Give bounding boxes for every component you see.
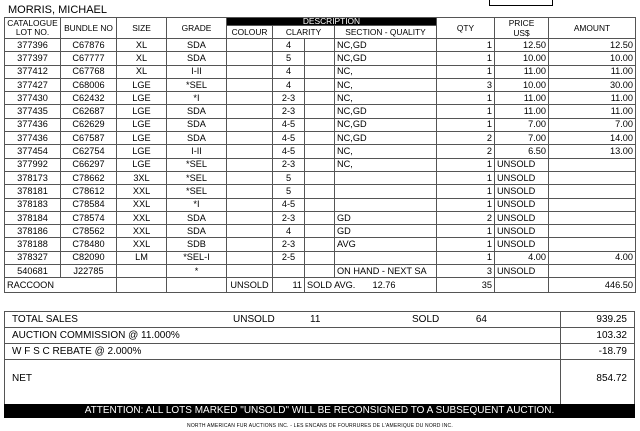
- section-quality-cell: GD: [335, 225, 437, 238]
- blank-cell: [305, 132, 335, 145]
- bundle-number-cell: C68006: [61, 78, 117, 91]
- header-qty: QTY: [437, 18, 495, 39]
- grade-cell: SDA: [167, 39, 227, 52]
- amount-cell: 4.00: [549, 251, 636, 264]
- qty-cell: 1: [437, 92, 495, 105]
- colour-cell: [227, 105, 273, 118]
- raccoon-unsold-count: 11: [273, 278, 305, 293]
- lot-number-cell: 377397: [5, 52, 61, 65]
- qty-cell: 1: [437, 185, 495, 198]
- colour-cell: [227, 251, 273, 264]
- qty-cell: 3: [437, 78, 495, 91]
- clarity-cell: 2-3: [273, 211, 305, 224]
- price-cell: UNSOLD: [495, 211, 549, 224]
- raccoon-empty-3: [495, 278, 549, 293]
- grade-cell: I-II: [167, 145, 227, 158]
- section-quality-cell: [335, 198, 437, 211]
- size-cell: XXL: [117, 225, 167, 238]
- qty-cell: 1: [437, 251, 495, 264]
- summary-border: [634, 311, 635, 404]
- size-cell: XL: [117, 65, 167, 78]
- amount-cell: [549, 211, 636, 224]
- colour-cell: [227, 158, 273, 171]
- price-cell: UNSOLD: [495, 238, 549, 251]
- lot-number-cell: 378173: [5, 171, 61, 184]
- summary-divider: [4, 359, 635, 360]
- amount-cell: 30.00: [549, 78, 636, 91]
- clarity-cell: 4-5: [273, 118, 305, 131]
- qty-cell: 3: [437, 265, 495, 278]
- price-cell: 7.00: [495, 118, 549, 131]
- bundle-number-cell: C78480: [61, 238, 117, 251]
- clarity-cell: 5: [273, 185, 305, 198]
- clarity-cell: [273, 265, 305, 278]
- raccoon-unsold-label: UNSOLD: [227, 278, 273, 293]
- total-sales-amount: 939.25: [596, 314, 627, 325]
- clarity-cell: 4: [273, 39, 305, 52]
- lot-number-cell: 377396: [5, 39, 61, 52]
- price-cell: 12.50: [495, 39, 549, 52]
- amount-cell: 11.00: [549, 65, 636, 78]
- table-row: [5, 118, 636, 131]
- summary-divider: [4, 343, 635, 344]
- price-cell: 11.00: [495, 105, 549, 118]
- size-cell: XXL: [117, 238, 167, 251]
- blank-cell: [305, 238, 335, 251]
- grade-cell: I-II: [167, 65, 227, 78]
- section-quality-cell: [335, 185, 437, 198]
- section-quality-cell: ON HAND - NEXT SA: [335, 265, 437, 278]
- qty-cell: 1: [437, 158, 495, 171]
- table-row: [5, 158, 636, 171]
- net-label: NET: [12, 373, 32, 384]
- price-cell: UNSOLD: [495, 225, 549, 238]
- size-cell: [117, 265, 167, 278]
- size-cell: LGE: [117, 158, 167, 171]
- blank-cell: [305, 78, 335, 91]
- summary-divider: [4, 327, 635, 328]
- table-row: [5, 265, 636, 278]
- raccoon-qty: 35: [437, 278, 495, 293]
- lot-number-cell: 378186: [5, 225, 61, 238]
- qty-cell: 1: [437, 198, 495, 211]
- header-size: SIZE: [117, 18, 167, 39]
- amount-cell: 11.00: [549, 92, 636, 105]
- colour-cell: [227, 39, 273, 52]
- amount-cell: 7.00: [549, 118, 636, 131]
- section-quality-cell: NC,GD: [335, 39, 437, 52]
- grade-cell: *SEL: [167, 185, 227, 198]
- colour-cell: [227, 171, 273, 184]
- section-quality-cell: NC,: [335, 145, 437, 158]
- grade-cell: SDA: [167, 52, 227, 65]
- colour-cell: [227, 185, 273, 198]
- colour-cell: [227, 211, 273, 224]
- blank-cell: [305, 52, 335, 65]
- grade-cell: SDB: [167, 238, 227, 251]
- size-cell: XL: [117, 52, 167, 65]
- section-quality-cell: NC,GD: [335, 132, 437, 145]
- price-cell: 7.00: [495, 132, 549, 145]
- section-quality-cell: [335, 171, 437, 184]
- total-sold-count: 64: [475, 314, 487, 325]
- blank-cell: [305, 105, 335, 118]
- raccoon-label: RACCOON: [5, 278, 117, 293]
- blank-cell: [305, 185, 335, 198]
- header-description: DESCRIPTION: [227, 18, 437, 26]
- bundle-number-cell: J22785: [61, 265, 117, 278]
- price-cell: UNSOLD: [495, 158, 549, 171]
- amount-cell: [549, 158, 636, 171]
- header-price-label: PRICE: [508, 18, 535, 28]
- bundle-number-cell: C62687: [61, 105, 117, 118]
- grade-cell: *: [167, 265, 227, 278]
- price-cell: 11.00: [495, 65, 549, 78]
- colour-cell: [227, 65, 273, 78]
- lot-number-cell: 377454: [5, 145, 61, 158]
- section-quality-cell: NC,GD: [335, 105, 437, 118]
- size-cell: LGE: [117, 118, 167, 131]
- blank-cell: [305, 39, 335, 52]
- blank-cell: [305, 65, 335, 78]
- grade-cell: *SEL: [167, 171, 227, 184]
- colour-cell: [227, 198, 273, 211]
- price-cell: 4.00: [495, 251, 549, 264]
- colour-cell: [227, 132, 273, 145]
- grade-cell: *I: [167, 92, 227, 105]
- table-row: [5, 145, 636, 158]
- blank-cell: [305, 118, 335, 131]
- total-sales-label: TOTAL SALES: [12, 314, 78, 325]
- lot-rows: [5, 39, 636, 278]
- table-row: [5, 211, 636, 224]
- grade-cell: *I: [167, 198, 227, 211]
- bundle-number-cell: C78612: [61, 185, 117, 198]
- section-quality-cell: GD: [335, 211, 437, 224]
- size-cell: LM: [117, 251, 167, 264]
- total-unsold-count: 11: [310, 314, 321, 325]
- table-row: [5, 171, 636, 184]
- size-cell: XXL: [117, 211, 167, 224]
- table-row: [5, 39, 636, 52]
- blank-cell: [305, 171, 335, 184]
- section-quality-cell: AVG: [335, 238, 437, 251]
- amount-cell: [549, 171, 636, 184]
- table-row: [5, 251, 636, 264]
- amount-cell: 12.50: [549, 39, 636, 52]
- header-amount: AMOUNT: [549, 18, 636, 39]
- top-box: [489, 0, 553, 6]
- size-cell: LGE: [117, 145, 167, 158]
- blank-cell: [305, 251, 335, 264]
- bundle-number-cell: C78662: [61, 171, 117, 184]
- qty-cell: 1: [437, 118, 495, 131]
- price-cell: 10.00: [495, 78, 549, 91]
- lot-number-cell: 378184: [5, 211, 61, 224]
- colour-cell: [227, 225, 273, 238]
- price-cell: UNSOLD: [495, 171, 549, 184]
- colour-cell: [227, 118, 273, 131]
- clarity-cell: 4-5: [273, 198, 305, 211]
- header-colour: COLOUR: [227, 26, 273, 39]
- table-row: [5, 225, 636, 238]
- size-cell: LGE: [117, 78, 167, 91]
- rebate-label: W F S C REBATE @ 2.000%: [12, 346, 142, 357]
- amount-cell: [549, 265, 636, 278]
- grade-cell: SDA: [167, 225, 227, 238]
- qty-cell: 2: [437, 145, 495, 158]
- amount-cell: 13.00: [549, 145, 636, 158]
- raccoon-row: [5, 278, 636, 293]
- bundle-number-cell: C62629: [61, 118, 117, 131]
- qty-cell: 1: [437, 105, 495, 118]
- raccoon-empty-2: [167, 278, 227, 293]
- raccoon-sold-avg-value: 12.76: [372, 279, 396, 290]
- colour-cell: [227, 238, 273, 251]
- size-cell: XXL: [117, 185, 167, 198]
- lot-number-cell: 377436: [5, 132, 61, 145]
- summary-border: [4, 311, 5, 404]
- amount-cell: [549, 225, 636, 238]
- bundle-number-cell: C78584: [61, 198, 117, 211]
- clarity-cell: 4: [273, 225, 305, 238]
- bundle-number-cell: C82090: [61, 251, 117, 264]
- price-cell: UNSOLD: [495, 185, 549, 198]
- raccoon-amount: 446.50: [549, 278, 636, 293]
- grade-cell: SDA: [167, 211, 227, 224]
- bundle-number-cell: C67777: [61, 52, 117, 65]
- commission-amount: 103.32: [596, 330, 627, 341]
- header-clarity: CLARITY: [273, 26, 335, 39]
- amount-cell: [549, 198, 636, 211]
- section-quality-cell: NC,: [335, 92, 437, 105]
- lot-number-cell: 378183: [5, 198, 61, 211]
- header-section: SECTION - QUALITY: [335, 26, 437, 39]
- lot-number-cell: 377992: [5, 158, 61, 171]
- table-row: [5, 78, 636, 91]
- rebate-amount: -18.79: [598, 346, 627, 357]
- bundle-number-cell: C67587: [61, 132, 117, 145]
- blank-cell: [305, 198, 335, 211]
- grade-cell: *SEL: [167, 158, 227, 171]
- size-cell: 3XL: [117, 171, 167, 184]
- qty-cell: 2: [437, 132, 495, 145]
- grade-cell: *SEL: [167, 78, 227, 91]
- raccoon-sold-avg-label: SOLD AVG.: [307, 279, 356, 290]
- price-cell: UNSOLD: [495, 198, 549, 211]
- grade-cell: SDA: [167, 118, 227, 131]
- blank-cell: [305, 225, 335, 238]
- qty-cell: 1: [437, 171, 495, 184]
- section-quality-cell: NC,: [335, 158, 437, 171]
- lot-number-cell: 378327: [5, 251, 61, 264]
- bundle-number-cell: C62754: [61, 145, 117, 158]
- header-grade: GRADE: [167, 18, 227, 39]
- colour-cell: [227, 92, 273, 105]
- price-cell: 11.00: [495, 92, 549, 105]
- size-cell: LGE: [117, 92, 167, 105]
- table-row: [5, 105, 636, 118]
- lot-number-cell: 377412: [5, 65, 61, 78]
- clarity-cell: 4-5: [273, 145, 305, 158]
- table-row: [5, 132, 636, 145]
- net-amount: 854.72: [596, 373, 627, 384]
- lot-number-cell: 377436: [5, 118, 61, 131]
- footer-text: NORTH AMERICAN FUR AUCTIONS INC. - LES ENCANS DE FOURRURES DE L'AMERIQUE DU NORD INC.: [187, 423, 453, 429]
- section-quality-cell: NC,GD: [335, 118, 437, 131]
- clarity-cell: 2-5: [273, 251, 305, 264]
- table-row: [5, 92, 636, 105]
- table-row: [5, 52, 636, 65]
- colour-cell: [227, 52, 273, 65]
- blank-cell: [305, 265, 335, 278]
- owner-name: MORRIS, MICHAEL: [8, 4, 108, 16]
- qty-cell: 1: [437, 65, 495, 78]
- table-row: [5, 65, 636, 78]
- section-quality-cell: NC,: [335, 65, 437, 78]
- header-price-unit: US$: [513, 28, 530, 38]
- lot-number-cell: 377435: [5, 105, 61, 118]
- section-quality-cell: NC,: [335, 78, 437, 91]
- header-row: [5, 18, 636, 26]
- lot-number-cell: 378181: [5, 185, 61, 198]
- table-row: [5, 238, 636, 251]
- qty-cell: 1: [437, 238, 495, 251]
- lot-number-cell: 540681: [5, 265, 61, 278]
- header-bundle: BUNDLE NO: [61, 18, 117, 39]
- colour-cell: [227, 78, 273, 91]
- price-cell: 10.00: [495, 52, 549, 65]
- clarity-cell: 5: [273, 171, 305, 184]
- raccoon-empty-1: [117, 278, 167, 293]
- price-cell: 6.50: [495, 145, 549, 158]
- size-cell: LGE: [117, 105, 167, 118]
- bundle-number-cell: C66297: [61, 158, 117, 171]
- size-cell: XL: [117, 39, 167, 52]
- clarity-cell: 4: [273, 78, 305, 91]
- bundle-number-cell: C78562: [61, 225, 117, 238]
- summary-border: [560, 311, 561, 404]
- clarity-cell: 2-3: [273, 158, 305, 171]
- raccoon-sold-avg: [305, 278, 437, 293]
- table-row: [5, 198, 636, 211]
- lot-table: [4, 17, 636, 293]
- commission-label: AUCTION COMMISSION @ 11.000%: [12, 330, 180, 341]
- amount-cell: 14.00: [549, 132, 636, 145]
- qty-cell: 2: [437, 211, 495, 224]
- colour-cell: [227, 265, 273, 278]
- grade-cell: SDA: [167, 132, 227, 145]
- clarity-cell: 5: [273, 52, 305, 65]
- price-cell: UNSOLD: [495, 265, 549, 278]
- lot-number-cell: 378188: [5, 238, 61, 251]
- clarity-cell: 2-3: [273, 92, 305, 105]
- header-lot: CATALOGUE LOT NO.: [5, 18, 61, 39]
- bundle-number-cell: C67768: [61, 65, 117, 78]
- qty-cell: 1: [437, 225, 495, 238]
- bundle-number-cell: C67876: [61, 39, 117, 52]
- clarity-cell: 4-5: [273, 132, 305, 145]
- attention-banner: ATTENTION: ALL LOTS MARKED "UNSOLD" WILL BE RECONSIGNED TO A SUBSEQUENT AUCTION.: [4, 404, 635, 418]
- qty-cell: 1: [437, 39, 495, 52]
- header-price: [495, 18, 549, 39]
- amount-cell: 11.00: [549, 105, 636, 118]
- bundle-number-cell: C78574: [61, 211, 117, 224]
- blank-cell: [305, 211, 335, 224]
- amount-cell: [549, 185, 636, 198]
- blank-cell: [305, 158, 335, 171]
- bundle-number-cell: C62432: [61, 92, 117, 105]
- size-cell: LGE: [117, 132, 167, 145]
- section-quality-cell: NC,GD: [335, 52, 437, 65]
- table-row: [5, 185, 636, 198]
- summary-divider: [4, 311, 635, 312]
- section-quality-cell: [335, 251, 437, 264]
- lot-number-cell: 377427: [5, 78, 61, 91]
- qty-cell: 1: [437, 52, 495, 65]
- amount-cell: 10.00: [549, 52, 636, 65]
- clarity-cell: 4: [273, 65, 305, 78]
- size-cell: XXL: [117, 198, 167, 211]
- total-unsold-label: UNSOLD: [233, 314, 275, 325]
- grade-cell: SDA: [167, 105, 227, 118]
- lot-number-cell: 377430: [5, 92, 61, 105]
- clarity-cell: 2-3: [273, 238, 305, 251]
- amount-cell: [549, 238, 636, 251]
- clarity-cell: 2-3: [273, 105, 305, 118]
- blank-cell: [305, 92, 335, 105]
- colour-cell: [227, 145, 273, 158]
- grade-cell: *SEL-I: [167, 251, 227, 264]
- total-sold-label: SOLD: [412, 314, 440, 325]
- blank-cell: [305, 145, 335, 158]
